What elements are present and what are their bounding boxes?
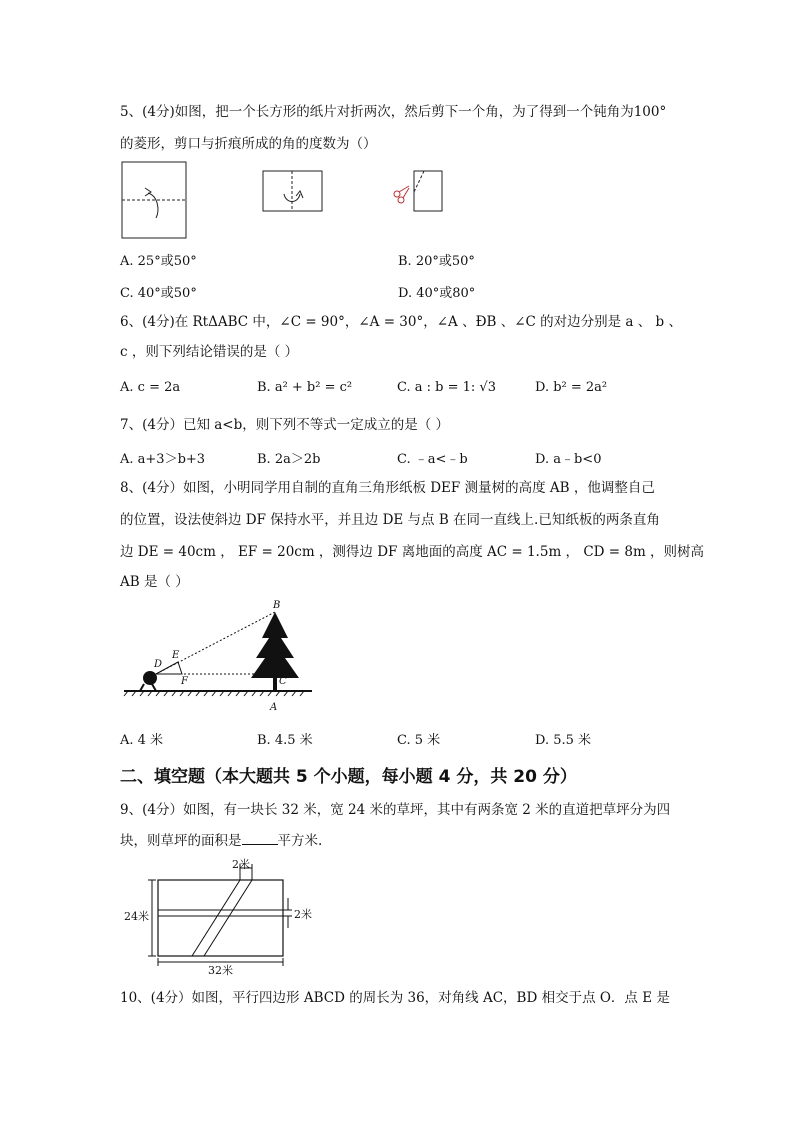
q6-option-b: B. a² + b² = c²	[257, 380, 353, 395]
q7-option-a: A. a+3＞b+3	[120, 452, 206, 467]
q8-label-b: B	[273, 600, 281, 611]
q8-line2: 的位置，设法使斜边 DF 保持水平，并且边 DE 与点 B 在同一直线上.已知纸板的两条直角	[120, 512, 660, 528]
q9-label-right: 2米	[294, 908, 312, 921]
q7-option-c: C. ﹣a<﹣b	[397, 452, 468, 467]
tree-icon	[251, 612, 299, 678]
q8-label-f: F	[181, 676, 188, 687]
q9-label-top: 2米	[232, 858, 250, 871]
q8-line1: 8、(4分）如图，小明同学用自制的直角三角形纸板 DEF 测量树的高度 AB ，他调整自己	[120, 480, 655, 496]
q8-label-d: D	[154, 659, 163, 670]
q6-line1: 6、(4分)在 RtΔABC 中，∠C = 90°，∠A = 30°，∠A 、ÐB 、∠C 的对边分别是 a 、 b 、	[120, 314, 682, 330]
q8-option-d: D. 5.5 米	[535, 733, 592, 748]
section-2-title: 二、填空题（本大题共 5 个小题，每小题 4 分，共 20 分）	[120, 767, 577, 787]
q5-option-d: D. 40°或80°	[398, 286, 476, 301]
q6-option-c: C. a : b = 1: √3	[397, 380, 496, 395]
q5-option-a: A. 25°或50°	[120, 254, 197, 269]
q6-line2: c ，则下列结论错误的是（ ）	[120, 344, 299, 360]
q9-label-left: 24米	[124, 910, 149, 923]
q6-option-d: D. b² = 2a²	[535, 380, 608, 395]
q6-option-a: A. c = 2a	[120, 380, 181, 395]
q5-line1: 5、(4分)如图，把一个长方形的纸片对折两次，然后剪下一个角，为了得到一个钝角为100°	[120, 104, 667, 120]
q5-option-c: C. 40°或50°	[120, 286, 197, 301]
scissors-icon	[394, 186, 409, 203]
q8-label-a: A	[270, 702, 278, 713]
q8-label-e: E	[172, 650, 180, 661]
q8-option-a: A. 4 米	[120, 733, 164, 748]
q9-label-bottom: 32米	[208, 964, 233, 977]
q7-line1: 7、(4分）已知 a<b，则下列不等式一定成立的是（ ）	[120, 417, 450, 433]
q8-option-b: B. 4.5 米	[257, 733, 313, 748]
q8-line3: 边 DE = 40cm ， EF = 20cm ，测得边 DF 离地面的高度 AC = 1.5m ， CD = 8m ，则树高	[120, 544, 705, 560]
q7-option-d: D. a﹣b<0	[535, 452, 602, 467]
q9-line1: 9、(4分）如图，有一块长 32 米，宽 24 米的草坪，其中有两条宽 2 米的直道把草坪分为四	[120, 802, 671, 818]
q5-option-b: B. 20°或50°	[398, 254, 475, 269]
q8-line4: AB 是（ ）	[120, 574, 189, 590]
q9-answer-blank[interactable]	[242, 844, 278, 845]
q10-line1: 10、(4分）如图，平行四边形 ABCD 的周长为 36，对角线 AC，BD 相交于点 O．点 E 是	[120, 990, 670, 1006]
q8-tree-figure	[122, 598, 322, 718]
q5-line2: 的菱形，剪口与折痕所成的角的度数为（）	[120, 136, 377, 152]
q9-line2-after: 平方米.	[277, 833, 323, 849]
q9-line2	[120, 833, 322, 849]
q7-option-b: B. 2a＞2b	[257, 452, 321, 467]
q9-line2-before: 块，则草坪的面积是	[120, 833, 242, 849]
q9-lawn-figure	[120, 860, 320, 970]
q8-label-c: C	[279, 676, 287, 687]
q5-fold-figures	[0, 160, 794, 230]
q8-option-c: C. 5 米	[397, 733, 441, 748]
